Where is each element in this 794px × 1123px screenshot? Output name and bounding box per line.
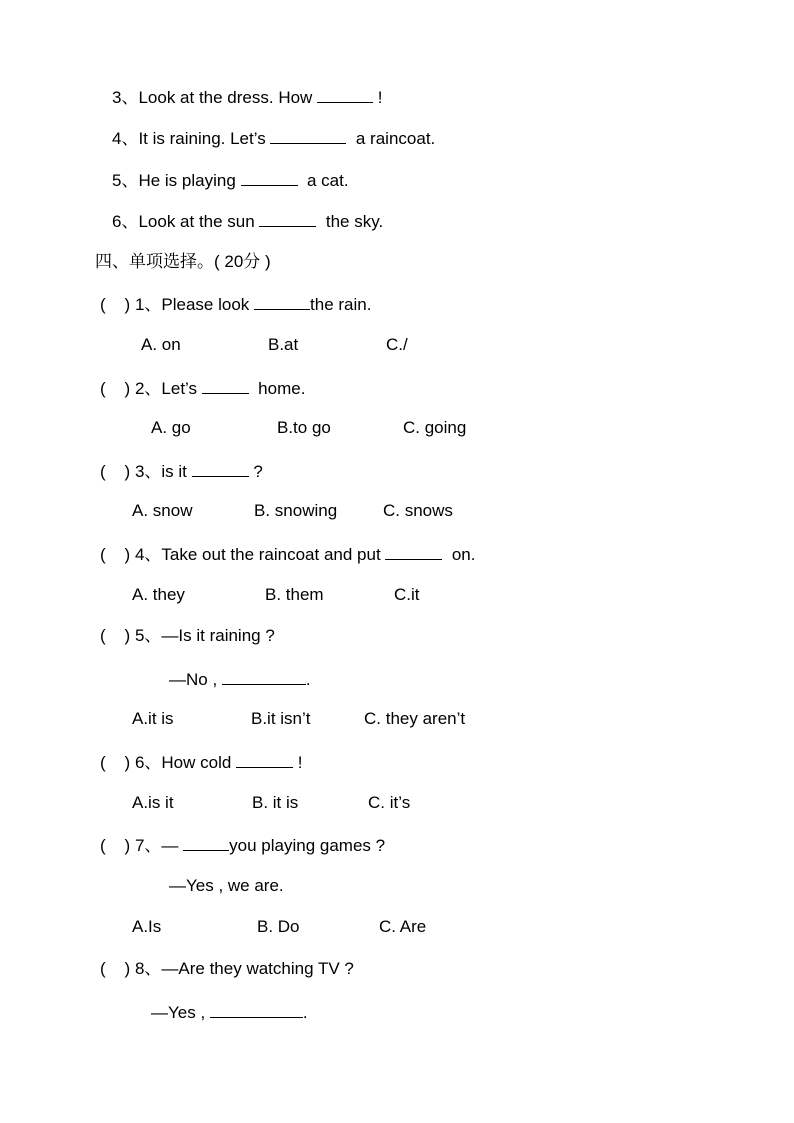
option-b: B.to go [277, 418, 331, 437]
option-a: A. they [132, 585, 185, 604]
answer-paren[interactable]: ( ) [100, 545, 131, 564]
answer-blank[interactable] [254, 293, 310, 310]
option-c: C. it’s [368, 793, 411, 812]
fill-in-item: 3、Look at the dress. How ! [112, 88, 383, 107]
option-c: C. going [403, 418, 467, 437]
answer-paren[interactable]: ( ) [100, 379, 131, 398]
option-b: B. Do [257, 917, 300, 936]
question-4: ( ) 4、Take out the raincoat and put on. [100, 545, 476, 564]
answer-blank[interactable] [202, 377, 249, 394]
answer-paren[interactable]: ( ) [100, 295, 131, 314]
question-2: ( ) 2、Let’s home. [100, 379, 306, 398]
section-title: 四、单项选择。( 20分 ) [95, 252, 271, 271]
question-5: ( ) 5、—Is it raining ? [100, 626, 275, 645]
answer-blank[interactable] [317, 86, 373, 103]
option-b: B. snowing [254, 501, 338, 520]
option-b: B.it isn’t [251, 709, 311, 728]
option-b: B. it is [252, 793, 299, 812]
fill-in-item: 5、He is playing a cat. [112, 171, 349, 190]
answer-paren[interactable]: ( ) [100, 626, 131, 645]
option-a: A. snow [132, 501, 193, 520]
answer-paren[interactable]: ( ) [100, 753, 131, 772]
option-b: B. them [265, 585, 324, 604]
fill-in-item: 4、It is raining. Let’s a raincoat. [112, 129, 436, 148]
answer-blank[interactable] [270, 127, 346, 144]
answer-paren[interactable]: ( ) [100, 959, 131, 978]
option-a: A.is it [132, 793, 174, 812]
option-a: A. go [151, 418, 191, 437]
answer-blank[interactable] [259, 210, 316, 227]
option-a: A.it is [132, 709, 174, 728]
option-c: C. they aren’t [364, 709, 466, 728]
option-a: A. on [141, 335, 181, 354]
dialogue-answer: —Yes , we are. [169, 876, 284, 895]
option-b: B.at [268, 335, 299, 354]
question-3: ( ) 3、is it ? [100, 462, 263, 481]
option-c: C. Are [379, 917, 427, 936]
answer-blank[interactable] [210, 1001, 303, 1018]
fill-in-item: 6、Look at the sun the sky. [112, 212, 384, 231]
answer-paren[interactable]: ( ) [100, 836, 131, 855]
question-6: ( ) 6、How cold ! [100, 753, 303, 772]
answer-blank[interactable] [192, 460, 249, 477]
option-c: C.it [394, 585, 420, 604]
option-a: A.Is [132, 917, 162, 936]
option-c: C./ [386, 335, 408, 354]
dialogue-answer: —Yes , . [151, 1003, 308, 1022]
answer-blank[interactable] [385, 543, 442, 560]
question-8: ( ) 8、—Are they watching TV ? [100, 959, 354, 978]
question-1: ( ) 1、Please look the rain. [100, 295, 372, 314]
dialogue-answer: —No , . [169, 670, 311, 689]
answer-blank[interactable] [236, 751, 293, 768]
option-c: C. snows [383, 501, 453, 520]
answer-blank[interactable] [222, 668, 306, 685]
answer-paren[interactable]: ( ) [100, 462, 131, 481]
answer-blank[interactable] [241, 169, 298, 186]
answer-blank[interactable] [183, 834, 229, 851]
question-7: ( ) 7、— you playing games ? [100, 836, 386, 855]
